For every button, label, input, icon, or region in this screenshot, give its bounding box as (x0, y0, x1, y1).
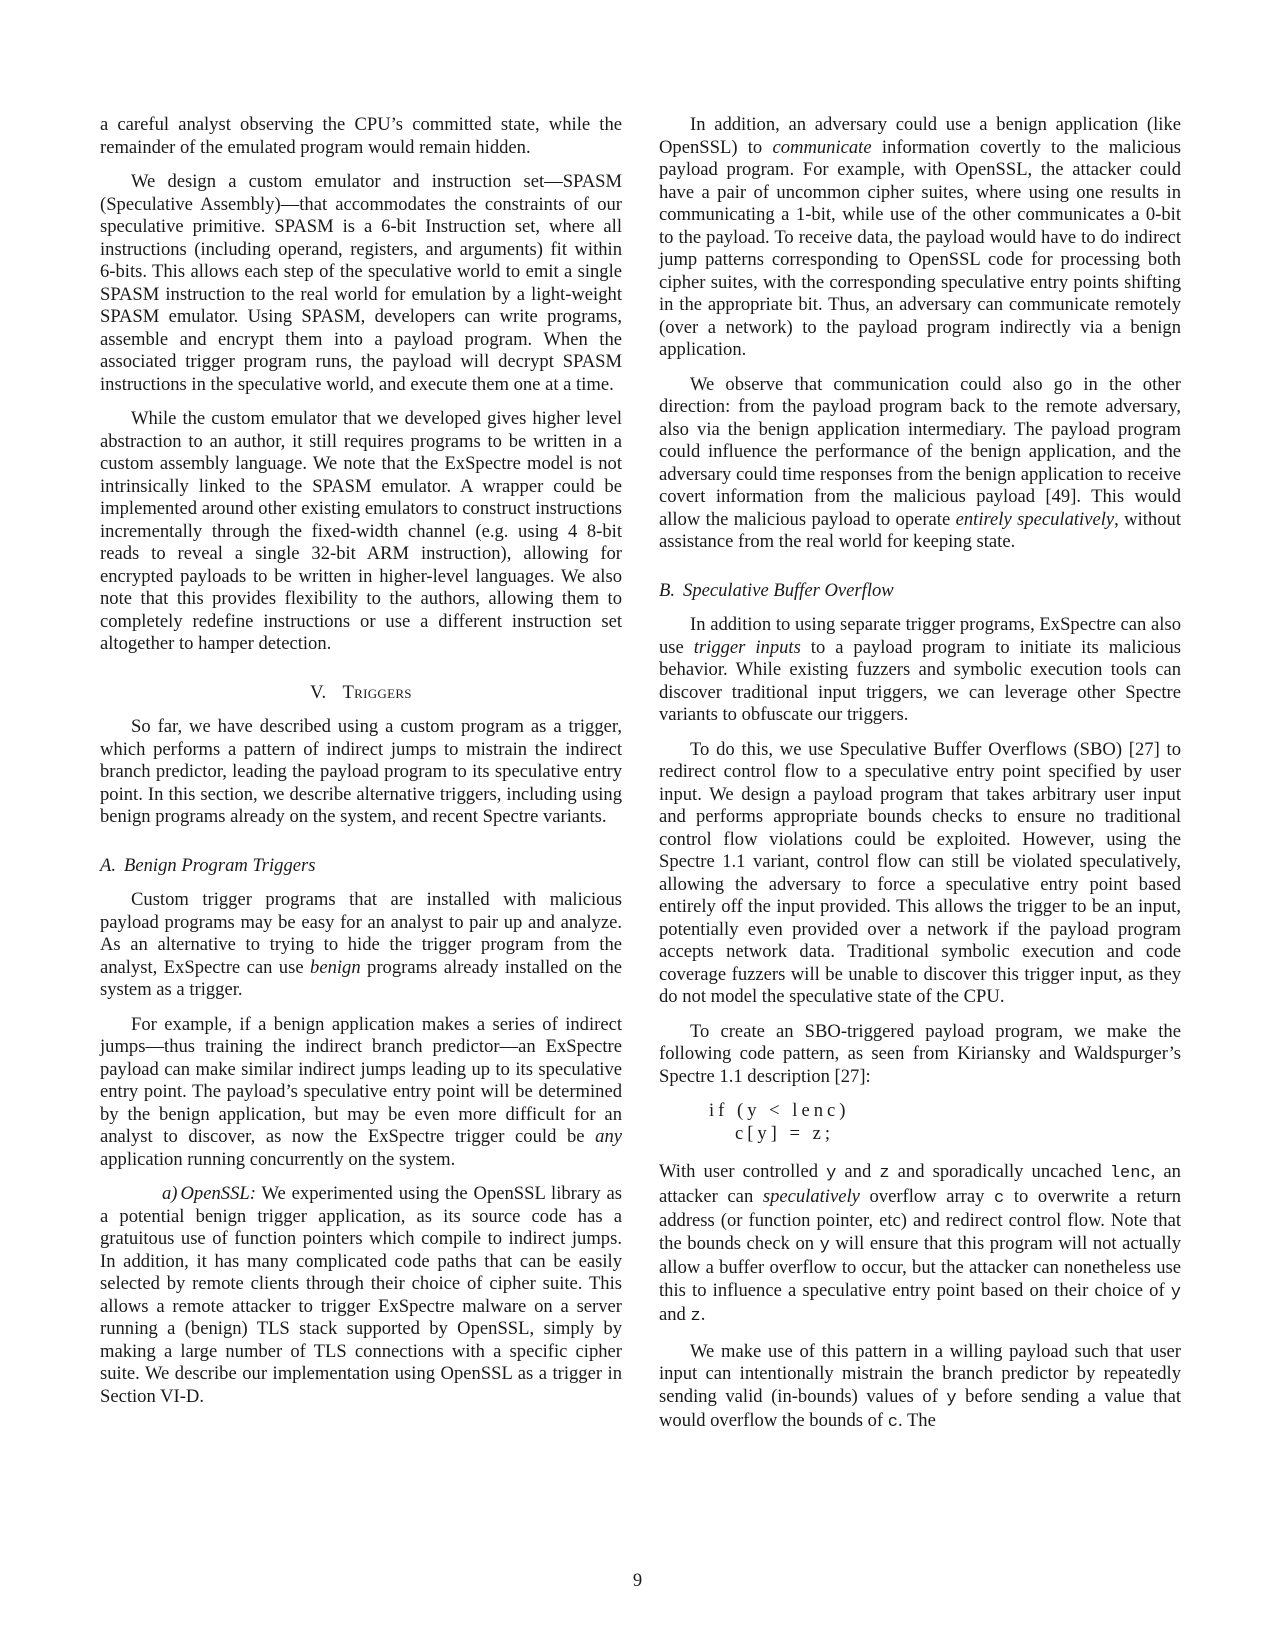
text: Custom trigger programs that are installed with malicious payload programs may be easy for an analyst to pair up and analyze. As an alternative to trying to hide the trigger program from the analyst, ExSpectre can use (100, 889, 622, 978)
inline-code: c (994, 1188, 1005, 1208)
text: overflow array (859, 1185, 995, 1207)
subsection-label: B. (659, 579, 676, 601)
text: application running concurrently on the system. (100, 1148, 456, 1170)
text: We observe that communication could also go in the other direction: from the payload program back to the remote adversary, also via the benign application intermediary. The payload program could influence the performance of the benign application, and the adversary could time responses from the benign application to receive covert information from the malicious payload [49]. This would allow the malicious payload to operate (659, 373, 1181, 530)
code-line: c[y] = z; (709, 1122, 835, 1144)
text: and (836, 1161, 880, 1182)
text: , an attacker can (659, 1161, 1181, 1207)
paragraph: a careful analyst observing the CPU’s committed state, while the remainder of the emulated program would remain hidden. (100, 114, 622, 158)
text: before sending a value that would overflow the bounds of (659, 1385, 1181, 1431)
text: programs already installed on the system as a trigger. (100, 956, 622, 1000)
subsection-label: A. (100, 854, 117, 876)
text: In addition to using separate trigger programs, ExSpectre can also use (659, 614, 1181, 658)
code-line: if (y < lenc) (709, 1100, 850, 1121)
code-block (709, 1100, 1181, 1145)
paragraph (659, 114, 1181, 362)
subsection-heading-speculative-buffer-overflow (659, 580, 1181, 603)
emphasis: speculatively (762, 1185, 860, 1207)
inline-code: z (879, 1164, 890, 1183)
inline-code: z (690, 1307, 701, 1326)
emphasis: communicate (772, 136, 872, 158)
inline-code: y (826, 1164, 837, 1183)
left-column (100, 114, 622, 1420)
text: and (659, 1304, 691, 1325)
text: In addition, an adversary could use a benign application (like OpenSSL) to (659, 114, 1181, 158)
text: , without assistance from the real world for keeping state. (659, 508, 1181, 552)
text: and sporadically uncached (889, 1161, 1110, 1182)
text: . (700, 1304, 706, 1325)
emphasis: any (595, 1126, 622, 1147)
section-number: V. (310, 681, 327, 703)
text: For example, if a benign application makes a series of indirect jumps—thus training the indirect branch predictor—an ExSpectre payload can make similar indirect jumps leading up to its speculative entry point. The payload’s speculative entry point will be determined by the benign application, but may be even more difficult for an analyst to discover, as now the ExSpectre trigger could be (100, 1013, 622, 1147)
paragraph: To do this, we use Speculative Buffer Overflows (SBO) [27] to redirect control flow to a speculative entry point specified by user input. We design a payload program that takes arbitrary user input and performs appropriate bounds checks to ensure no traditional control flow violations could be exploited. However, using the Spectre 1.1 variant, control flow can still be violated speculatively, allowing the adversary to force a speculative entry point based entirely off the input provided. This allows the trigger to be an input, potentially even provided over a network if the payload program accepts network data. Traditional symbolic execution and code coverage fuzzers will be unable to discover this trigger input, as they do not model the speculative state of the CPU. (659, 738, 1181, 1007)
inline-code: y (946, 1388, 957, 1408)
text: . The (897, 1410, 936, 1431)
paragraph-label: a) (162, 1183, 178, 1204)
page-number: 9 (632, 1570, 643, 1591)
paragraph (100, 889, 622, 1002)
text: We experimented using the OpenSSL library as a potential benign trigger application, as its source code has a gratuitous use of function pointers which compile to indirect jumps. In addition, it has many complicated code paths that can be easily selected by remote clients through their choice of cipher suite. This allows a remote attacker to trigger ExSpectre malware on a server running a (benign) TLS stack supported by OpenSSL, simply by making a large number of TLS connections with a specific cipher suite. We describe our implementation using OpenSSL as a trigger in Section VI-D. (100, 1183, 622, 1407)
paragraph (659, 374, 1181, 554)
paragraph: We design a custom emulator and instruction set—SPASM (Speculative Assembly)—that accommodates the constraints of our speculative primitive. SPASM is a 6-bit Instruction set, where all instructions (including operand, registers, and arguments) fit within 6-bits. This allows each step of the speculative world to emit a single SPASM instruction to the real world for emulation by a light-weight SPASM emulator. Using SPASM, developers can write programs, assemble and encrypt them into a payload program. When the associated trigger program runs, the payload will decrypt SPASM instructions in the speculative world, and execute them one at a time. (100, 171, 622, 395)
paragraph: To create an SBO-triggered payload program, we make the following code pattern, as seen from Kiriansky and Waldspurger’s Spectre 1.1 description [27]: (659, 1020, 1181, 1087)
paragraph: While the custom emulator that we developed gives higher level abstraction to an author, it still requires programs to be written in a custom assembly language. We note that the ExSpectre model is not intrinsically linked to the SPASM emulator. A wrapper could be implemented around other existing emulators to construct instructions incrementally through the fixed-width channel (e.g. using 4 8-bit reads to reveal a single 32-bit ARM instruction), allowing for encrypted payloads to be written in higher-level languages. We also note that this provides flexibility to the authors, allowing them to completely redefine instructions or use a different instruction set altogether to hamper detection. (100, 408, 622, 654)
text: to overwrite a return address (or function pointer, etc) and redirect control flow. Note that the bounds check on (659, 1185, 1181, 1254)
paragraph: So far, we have described using a custom program as a trigger, which performs a pattern of indirect jumps to mistrain the indirect branch predictor, leading the payload program to its speculative entry point. In this section, we describe alternative triggers, including using benign programs already on the system, and recent Spectre variants. (100, 716, 622, 827)
section-title: Triggers (342, 681, 412, 703)
paragraph (659, 1161, 1181, 1329)
subsection-heading-benign-program-triggers (100, 855, 622, 878)
inline-code: y (1170, 1282, 1181, 1302)
subsection-title: Benign Program Triggers (124, 854, 316, 876)
paragraph (659, 614, 1181, 727)
subsection-title: Speculative Buffer Overflow (683, 579, 894, 601)
text: will ensure that this program will not actually allow a buffer overflow to occur, but the attacker can nonetheless use this to influence a speculative entry point based on their choice of (659, 1232, 1181, 1301)
text: to a payload program to initiate its malicious behavior. While existing fuzzers and symbolic execution tools can discover traditional input triggers, we can leverage other Spectre variants to obfuscate our triggers. (659, 636, 1182, 725)
emphasis: benign (310, 956, 361, 978)
inline-code: c (887, 1413, 898, 1432)
right-column (659, 114, 1181, 1447)
paragraph-openssl (100, 1183, 622, 1408)
inline-code: y (819, 1235, 830, 1255)
text: information covertly to the malicious payload program. For example, with OpenSSL, the attacker could have a pair of uncommon cipher suites, where using one results in communicating a 1-bit, while use of the other communicates a 0-bit to the payload. To receive data, the payload would have to do indirect jump patterns corresponding to OpenSSL code for processing both cipher suites, with the corresponding speculative entry points shifting in the appropriate bit. Thus, an adversary can communicate remotely (over a network) to the payload program indirectly via a benign application. (659, 136, 1182, 360)
emphasis: trigger inputs (693, 636, 801, 658)
emphasis: entirely speculatively (955, 508, 1115, 530)
section-heading-triggers (100, 682, 622, 705)
text: With user controlled (659, 1161, 827, 1182)
paragraph (659, 1341, 1181, 1435)
inline-code: lenc (1109, 1164, 1151, 1183)
paragraph-title: OpenSSL: (180, 1183, 256, 1204)
paragraph (100, 1014, 622, 1172)
text: We make use of this pattern in a willing payload such that user input can intentionally mistrain the branch predictor by repeatedly sending valid (in-bounds) values of (659, 1340, 1181, 1407)
